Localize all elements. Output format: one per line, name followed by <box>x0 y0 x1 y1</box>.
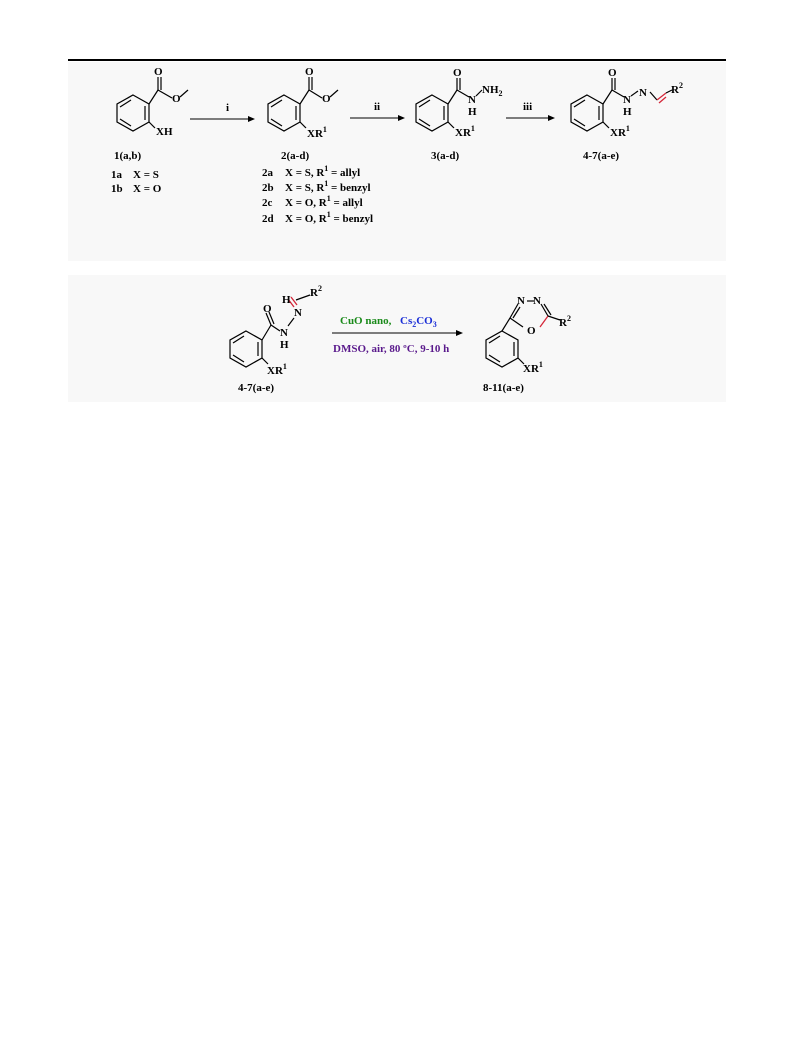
c4-label: 4-7(a-e) <box>583 150 620 162</box>
c4-imine-n: N <box>639 87 647 99</box>
list1-1a-id: 1a <box>111 169 122 181</box>
s2-start-carbonyl-o: O <box>263 303 272 315</box>
product-r2: $R^2$ <box>559 314 571 329</box>
c4-r2: $R^2$ <box>671 81 683 96</box>
scheme2-start-structure <box>230 284 322 394</box>
s2-start-r2: $R^2$ <box>310 284 322 299</box>
step-iii-label: iii <box>523 101 533 113</box>
product-ring-o: O <box>527 325 536 337</box>
list2 <box>262 164 373 225</box>
step-ii-label: ii <box>374 101 381 113</box>
c3-nh-h: H <box>468 106 477 118</box>
c2-ester-o: O <box>322 93 331 105</box>
list2-2a-id: 2a <box>262 167 273 179</box>
c4-nh-n: N <box>623 94 631 106</box>
c4-nh-h: H <box>623 106 632 118</box>
c1-carbonyl-o: O <box>154 66 163 78</box>
s2-start-imine-n: N <box>294 307 302 319</box>
compound-3-structure <box>416 67 503 162</box>
step-i-label: i <box>226 102 230 114</box>
c1-substituent: XH <box>156 126 173 138</box>
s2-start-substituent: $XR^1$ <box>267 362 287 377</box>
reagent-cs2co3: $Cs_2CO_3$ <box>400 315 437 329</box>
s2-start-label: 4-7(a-e) <box>238 382 275 394</box>
c3-substituent: $XR^1$ <box>455 124 475 139</box>
arrow-step-ii <box>350 101 405 121</box>
list2-2d-id: 2d <box>262 213 274 225</box>
c3-carbonyl-o: O <box>453 67 462 79</box>
list1-1a-desc: X = S <box>133 169 159 181</box>
c4-substituent: $XR^1$ <box>610 124 630 139</box>
product-label: 8-11(a-e) <box>483 382 524 394</box>
c2-carbonyl-o: O <box>305 66 314 78</box>
list1-1b-id: 1b <box>111 183 123 195</box>
reagent-cuo: CuO nano, <box>340 315 392 327</box>
c2-substituent: $XR^1$ <box>307 125 327 140</box>
arrow-step-i <box>190 102 255 122</box>
compound-2-structure <box>268 66 338 162</box>
c3-nh2: $NH_2$ <box>482 84 503 98</box>
product-substituent: $XR^1$ <box>523 360 543 375</box>
compound-4-7-structure <box>571 67 683 162</box>
reagent-conditions: DMSO, air, 80 ºC, 9-10 h <box>333 343 450 355</box>
arrow-step-iii <box>506 101 555 121</box>
c2-label: 2(a-d) <box>281 150 310 162</box>
list2-2a-desc: X = S, $R^1$ = allyl <box>285 164 361 179</box>
s2-start-imine-h: H <box>282 294 291 306</box>
list2-2b-id: 2b <box>262 182 274 194</box>
list1-1b-desc: X = O <box>133 183 162 195</box>
c1-label: 1(a,b) <box>114 150 142 162</box>
s2-start-nh-h: H <box>280 339 289 351</box>
s2-start-nh-n: N <box>280 327 288 339</box>
c3-nh-n: N <box>468 94 476 106</box>
product-structure <box>483 295 571 394</box>
list2-2c-desc: X = O, $R^1$ = allyl <box>285 194 363 209</box>
product-n2: N <box>533 295 541 307</box>
product-n1: N <box>517 295 525 307</box>
c1-ester-o: O <box>172 93 181 105</box>
list2-2b-desc: X = S, $R^1$ = benzyl <box>285 179 371 194</box>
list2-2c-id: 2c <box>262 197 273 209</box>
c4-carbonyl-o: O <box>608 67 617 79</box>
list2-2d-desc: X = O, $R^1$ = benzyl <box>285 210 374 225</box>
c3-label: 3(a-d) <box>431 150 460 162</box>
compound-1-structure <box>114 66 188 162</box>
scheme2-arrow <box>332 315 463 355</box>
